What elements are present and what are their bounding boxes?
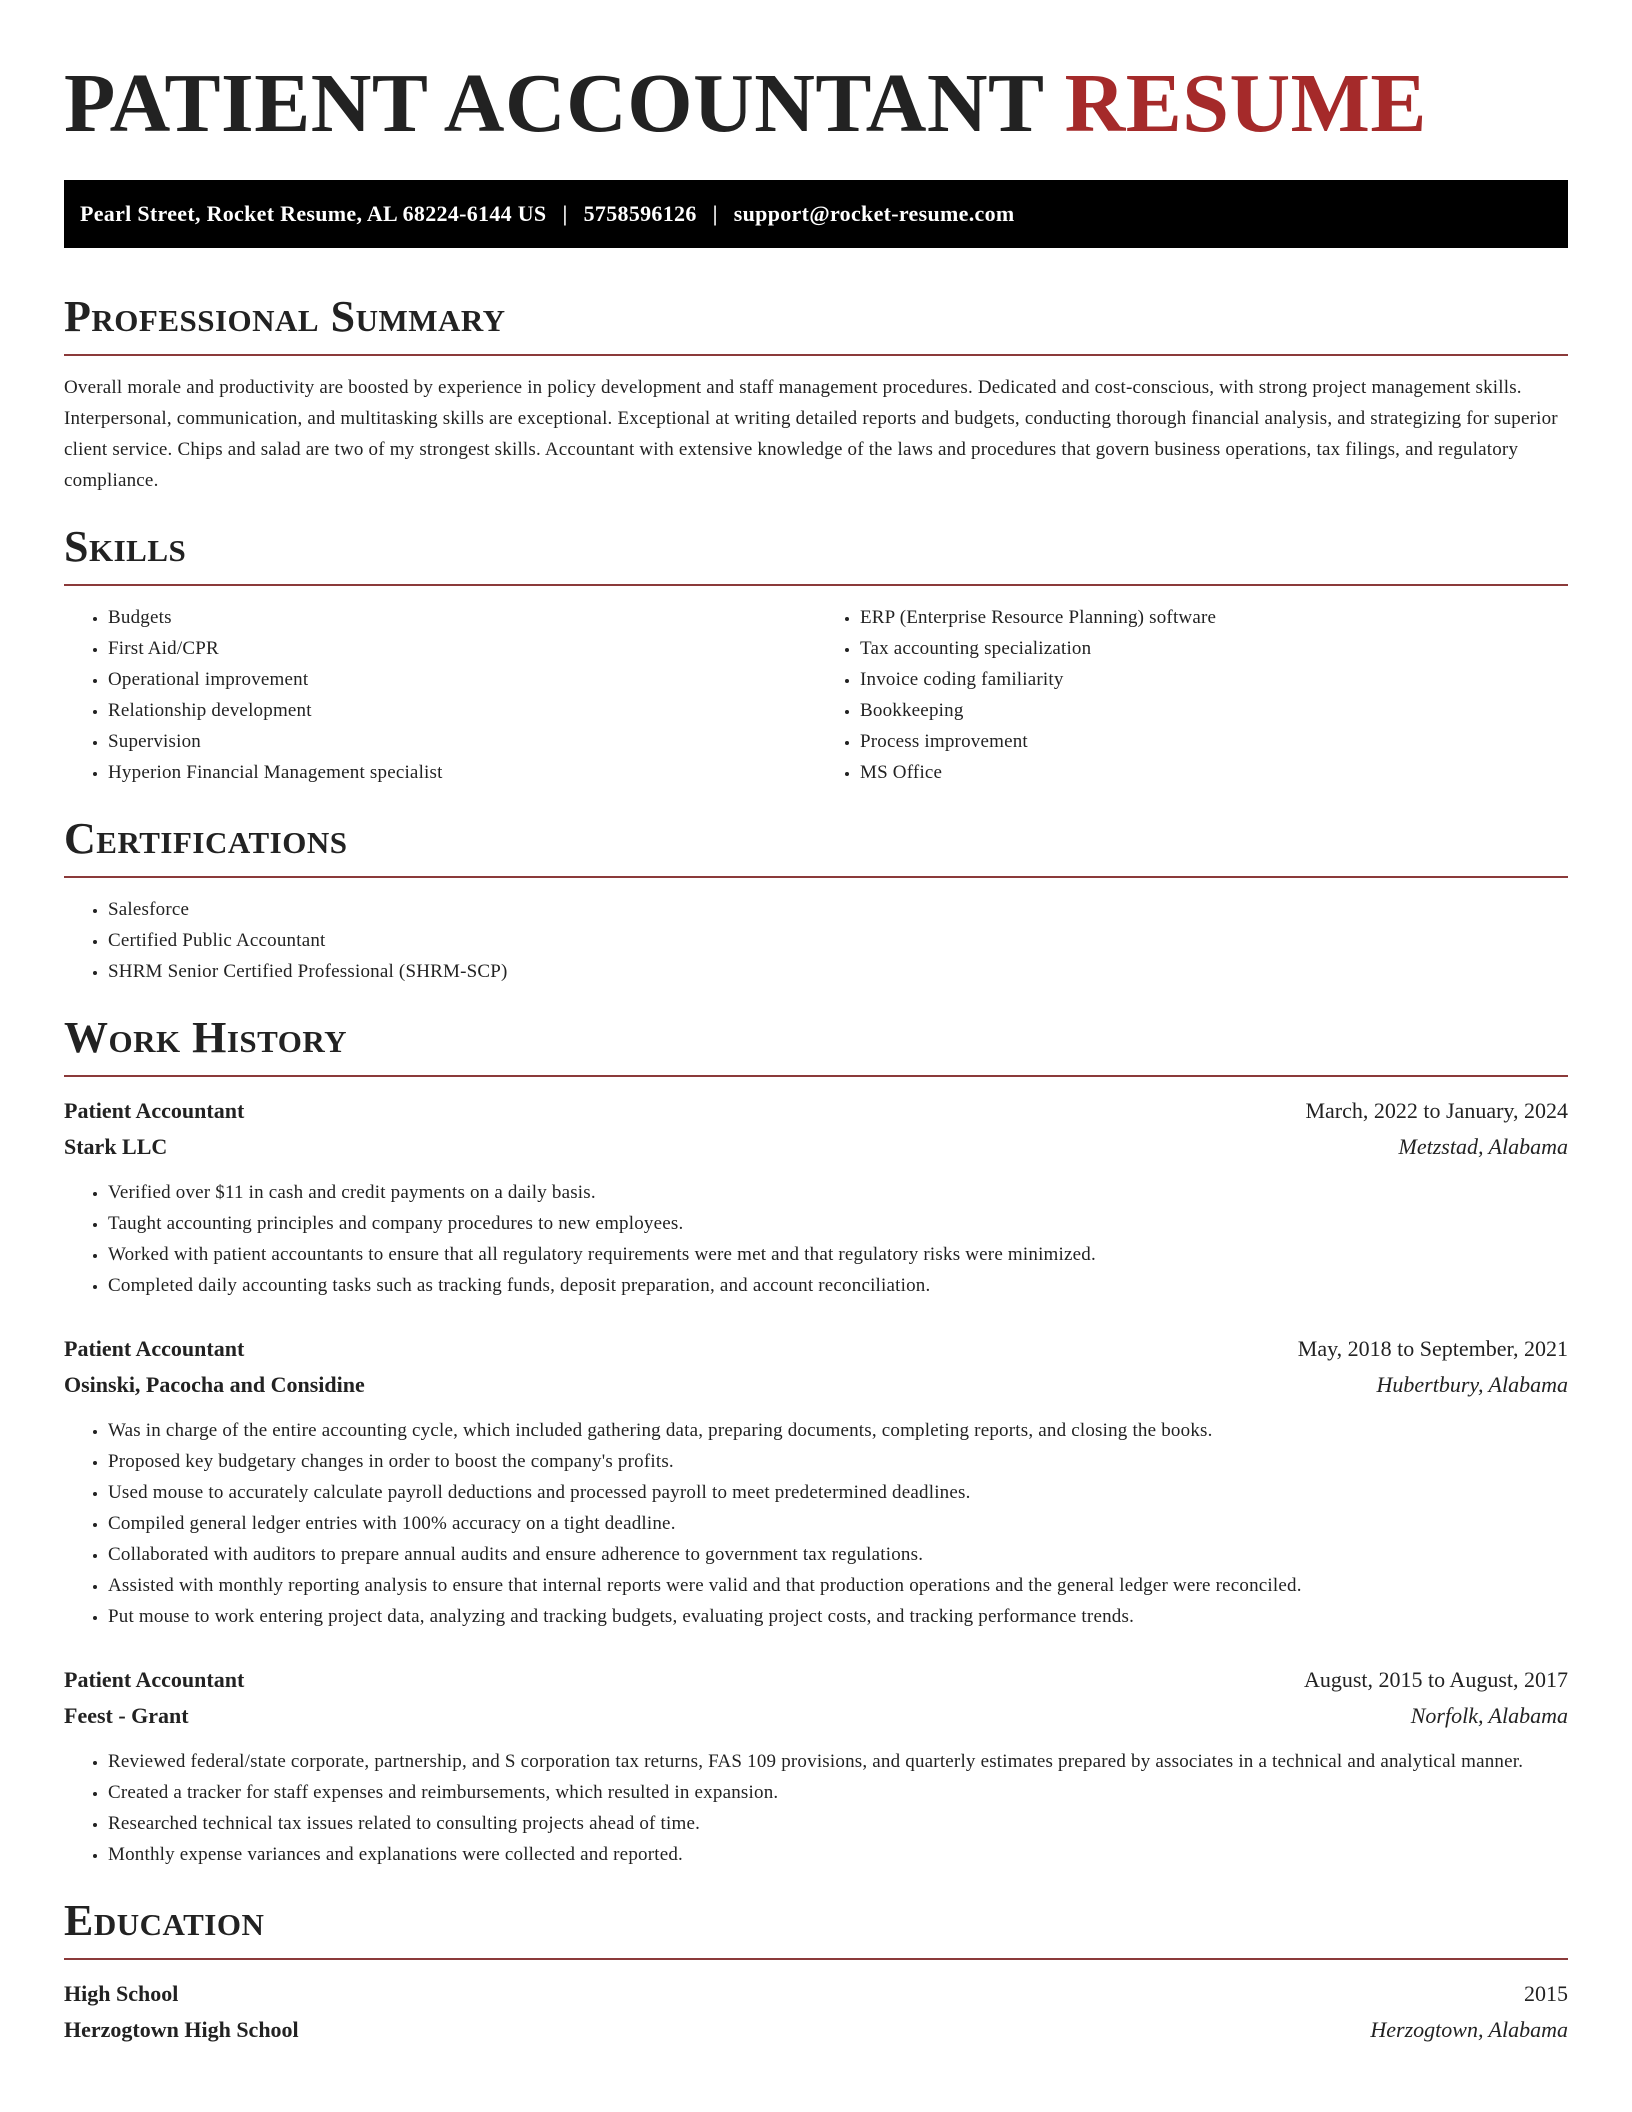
- education-school: Herzogtown High School: [64, 2017, 299, 2042]
- job-company: Stark LLC: [64, 1134, 168, 1159]
- skill-item: • Invoice coding familiarity: [860, 664, 1568, 695]
- work-history-section: [64, 1013, 1568, 1870]
- summary-heading: Professional Summary: [64, 292, 506, 341]
- certifications-list: [64, 894, 1568, 987]
- contact-separator: |: [712, 201, 718, 226]
- skill-item: • Budgets: [108, 602, 816, 633]
- job-bullet: • Used mouse to accurately calculate payroll deductions and processed payroll to meet predetermined deadlines.: [108, 1477, 1568, 1508]
- job-location: Hubertbury, Alabama: [1376, 1372, 1568, 1397]
- skill-item: • First Aid/CPR: [108, 633, 816, 664]
- job-bullet: • Reviewed federal/state corporate, partnership, and S corporation tax returns, FAS 109 provisions, and quarterly estimates prepared by associates in a technical and analytical manner.: [108, 1746, 1568, 1777]
- job-bullet: • Researched technical tax issues related to consulting projects ahead of time.: [108, 1808, 1568, 1839]
- skills-grid: [64, 586, 1568, 788]
- skill-item: • Hyperion Financial Management specialist: [108, 757, 816, 788]
- skills-heading: Skills: [64, 522, 187, 571]
- certification-item: • Certified Public Accountant: [108, 925, 1568, 956]
- job-bullet: • Completed daily accounting tasks such as tracking funds, deposit preparation, and account reconciliation.: [108, 1270, 1568, 1301]
- education-degree: High School: [64, 1981, 179, 2006]
- job-company: Feest - Grant: [64, 1703, 189, 1728]
- contact-phone[interactable]: 5758596126: [583, 201, 697, 226]
- work-history-heading: Work History: [64, 1013, 348, 1062]
- job-bullets: [64, 1177, 1568, 1301]
- skill-item: • MS Office: [860, 757, 1568, 788]
- title-accent: RESUME: [1064, 57, 1427, 150]
- education-location: Herzogtown, Alabama: [1370, 2017, 1568, 2042]
- contact-separator: |: [562, 201, 568, 226]
- education-header-row: [64, 1976, 1568, 2012]
- skill-item: • Tax accounting specialization: [860, 633, 1568, 664]
- job-company: Osinski, Pacocha and Considine: [64, 1372, 365, 1397]
- job-entry: [64, 1662, 1568, 1870]
- job-location: Metzstad, Alabama: [1398, 1134, 1568, 1159]
- skill-item: • Bookkeeping: [860, 695, 1568, 726]
- job-bullet: • Proposed key budgetary changes in order to boost the company's profits.: [108, 1446, 1568, 1477]
- certification-item: • Salesforce: [108, 894, 1568, 925]
- job-header-row: [64, 1662, 1568, 1698]
- job-bullets: [64, 1746, 1568, 1870]
- skill-item: • Supervision: [108, 726, 816, 757]
- education-section: [64, 1896, 1568, 2048]
- summary-section: [64, 292, 1568, 496]
- skill-item: • Relationship development: [108, 695, 816, 726]
- job-dates: March, 2022 to January, 2024: [1305, 1098, 1568, 1123]
- job-bullets: [64, 1415, 1568, 1632]
- title-main: PATIENT ACCOUNTANT: [64, 57, 1044, 150]
- skill-item: • Operational improvement: [108, 664, 816, 695]
- job-title: Patient Accountant: [64, 1667, 245, 1692]
- resume-title: [64, 0, 1568, 150]
- job-bullet: • Created a tracker for staff expenses and reimbursements, which resulted in expansion.: [108, 1777, 1568, 1808]
- job-entry: [64, 1331, 1568, 1632]
- job-bullet: • Taught accounting principles and company procedures to new employees.: [108, 1208, 1568, 1239]
- job-dates: August, 2015 to August, 2017: [1303, 1667, 1568, 1692]
- job-header-row: [64, 1093, 1568, 1129]
- education-school-row: [64, 2012, 1568, 2048]
- section-divider: [64, 354, 1568, 356]
- education-heading: Education: [64, 1896, 265, 1945]
- job-bullet: • Worked with patient accountants to ensure that all regulatory requirements were met and that regulatory risks were minimized.: [108, 1239, 1568, 1270]
- section-divider: [64, 1075, 1568, 1077]
- summary-text: Overall morale and productivity are boosted by experience in policy development and staff management procedures. Dedicated and cost-conscious, with strong project management skills. Interpersonal, communication, and multitasking skills are exceptional. Exceptional at writing detailed reports and budgets, conducting thorough financial analysis, and strategizing for superior client service. Chips and salad are two of my strongest skills. Accountant with extensive knowledge of the laws and procedures that govern business operations, tax filings, and regulatory compliance.: [64, 377, 1558, 491]
- job-bullet: • Verified over $11 in cash and credit payments on a daily basis.: [108, 1177, 1568, 1208]
- job-header-row: [64, 1331, 1568, 1367]
- education-year: 2015: [1524, 1981, 1568, 2006]
- skill-item: • ERP (Enterprise Resource Planning) software: [860, 602, 1568, 633]
- job-company-row: [64, 1698, 1568, 1734]
- contact-email[interactable]: support@rocket-resume.com: [733, 201, 1015, 226]
- job-bullet: • Compiled general ledger entries with 100% accuracy on a tight deadline.: [108, 1508, 1568, 1539]
- job-bullet: • Put mouse to work entering project data, analyzing and tracking budgets, evaluating project costs, and tracking performance trends.: [108, 1601, 1568, 1632]
- job-entry: [64, 1093, 1568, 1301]
- education-entry: [64, 1976, 1568, 2048]
- skills-section: [64, 522, 1568, 788]
- skills-list-right: [816, 602, 1568, 788]
- job-bullet: • Assisted with monthly reporting analysis to ensure that internal reports were valid and that production operations and the general ledger were reconciled.: [108, 1570, 1568, 1601]
- job-title: Patient Accountant: [64, 1098, 245, 1123]
- certifications-heading: Certifications: [64, 814, 348, 863]
- job-title: Patient Accountant: [64, 1336, 245, 1361]
- skills-list-left: [64, 602, 816, 788]
- job-company-row: [64, 1367, 1568, 1403]
- section-divider: [64, 876, 1568, 878]
- certification-item: • SHRM Senior Certified Professional (SHRM-SCP): [108, 956, 1568, 987]
- job-dates: May, 2018 to September, 2021: [1297, 1336, 1568, 1361]
- job-bullet: • Was in charge of the entire accounting cycle, which included gathering data, preparing documents, completing reports, and closing the books.: [108, 1415, 1568, 1446]
- skill-item: • Process improvement: [860, 726, 1568, 757]
- certifications-section: [64, 814, 1568, 987]
- job-bullet: • Collaborated with auditors to prepare annual audits and ensure adherence to government tax regulations.: [108, 1539, 1568, 1570]
- contact-address: Pearl Street, Rocket Resume, AL 68224-6144 US: [80, 201, 547, 226]
- contact-bar: [64, 180, 1568, 248]
- section-divider: [64, 1958, 1568, 1960]
- job-company-row: [64, 1129, 1568, 1165]
- job-location: Norfolk, Alabama: [1410, 1703, 1568, 1728]
- job-bullet: • Monthly expense variances and explanations were collected and reported.: [108, 1839, 1568, 1870]
